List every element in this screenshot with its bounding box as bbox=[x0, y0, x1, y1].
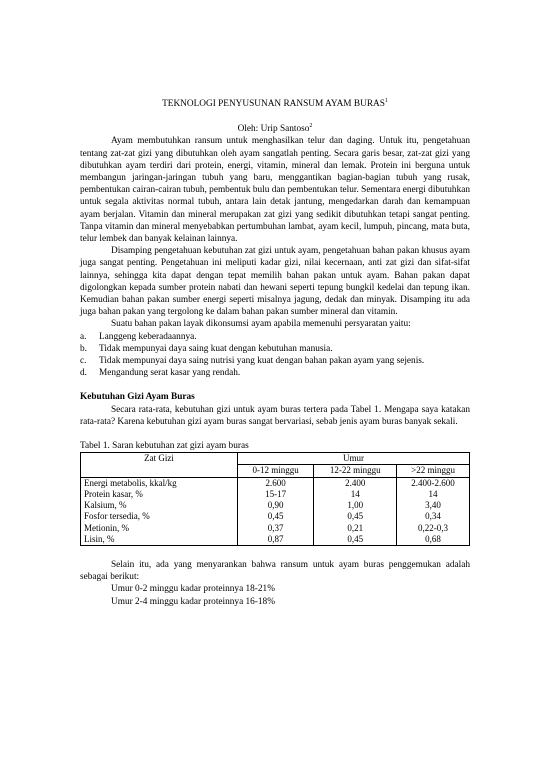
row-label: Kalsium, % bbox=[81, 500, 238, 511]
recommendation-line: Umur 0-2 minggu kadar proteinnya 18-21% bbox=[111, 584, 275, 595]
cell-value: 14 bbox=[397, 489, 470, 500]
list-item bbox=[80, 331, 470, 343]
header-age-col: 0-12 minggu bbox=[238, 465, 314, 477]
title-footnote-mark: 1 bbox=[384, 97, 388, 104]
table-row bbox=[81, 523, 470, 534]
author-text: Oleh: Urip Santoso bbox=[237, 124, 310, 135]
list-item-text: Tidak mempunyai daya saing nutrisi yang kuat dengan bahan pakan ayam yang sejenis. bbox=[99, 356, 425, 367]
cell-value: 1,00 bbox=[314, 500, 397, 511]
cell-value: 0,21 bbox=[314, 523, 397, 534]
table-row bbox=[81, 534, 470, 546]
list-marker: d. bbox=[80, 368, 87, 379]
list-marker: b. bbox=[80, 343, 87, 354]
cell-value: 0,87 bbox=[238, 534, 314, 546]
list-item bbox=[80, 355, 470, 367]
cell-value: 0,22-0,3 bbox=[397, 523, 470, 534]
section-heading: Kebutuhan Gizi Ayam Buras bbox=[80, 392, 195, 403]
list-item-text: Langgeng keberadaannya. bbox=[99, 331, 197, 342]
document-title bbox=[80, 98, 470, 110]
paragraph-feed-knowledge: Disamping pengetahuan kebutuhan zat gizi untuk ayam, pengetahuan bahan pakan khusus ayam juga sangat penting. Pengetahuan ini meliputi kadar gizi, nilai kecernaan, anti zat gizi dan sifat-sifat lainnya, sehingga kita dapat dengan tepat memilih bahan pakan untuk ayam. Bahan pakan dapat digolongkan kepada sumber protein nabati dan hewani seperti tepung bungkil kedelai dan tepung ikan. Kemudian bahan pakan sumber energi seperti misalnya jagung, dedak dan minyak. Disamping itu ada juga bahan pakan yang tergolong ke dalam bahan pakan sumber mineral dan vitamin. bbox=[80, 246, 470, 318]
cell-value: 0,37 bbox=[238, 523, 314, 534]
cell-value: 14 bbox=[314, 489, 397, 500]
row-label: Fosfor tersedia, % bbox=[81, 511, 238, 522]
cell-value: 2.400-2.600 bbox=[397, 477, 470, 489]
cell-value: 2.400 bbox=[314, 477, 397, 489]
table-caption: Tabel 1. Saran kebutuhan zat gizi ayam buras bbox=[80, 441, 249, 452]
cell-value: 15-17 bbox=[238, 489, 314, 500]
requirements-list bbox=[80, 331, 470, 380]
recommendation-line: Umur 2-4 minggu kadar proteinnya 16-18% bbox=[111, 596, 275, 607]
list-item bbox=[80, 367, 470, 379]
cell-value: 0,68 bbox=[397, 534, 470, 546]
cell-value: 0,45 bbox=[238, 511, 314, 522]
cell-value: 0,45 bbox=[314, 511, 397, 522]
table-row bbox=[81, 477, 470, 489]
header-age: Umur bbox=[238, 453, 470, 465]
header-nutrient: Zat Gizi bbox=[81, 453, 238, 477]
author-line bbox=[80, 123, 470, 135]
document-page bbox=[80, 98, 470, 608]
paragraph-fattening: Selain itu, ada yang menyarankan bahwa ransum untuk ayam buras penggemukan adalah sebagai berikut: bbox=[80, 559, 470, 583]
cell-value: 0,45 bbox=[314, 534, 397, 546]
list-item-text: Mengandung serat kasar yang rendah. bbox=[99, 368, 241, 379]
cell-value: 0,90 bbox=[238, 500, 314, 511]
cell-value: 0,34 bbox=[397, 511, 470, 522]
author-footnote-mark: 2 bbox=[309, 123, 313, 130]
list-marker: a. bbox=[80, 331, 87, 342]
list-item bbox=[80, 343, 470, 355]
title-text: TEKNOLOGI PENYUSUNAN RANSUM AYAM BURAS bbox=[162, 99, 385, 109]
table-row bbox=[81, 500, 470, 511]
header-age-col: 12-22 minggu bbox=[314, 465, 397, 477]
nutrient-table bbox=[80, 452, 470, 546]
cell-value: 3,40 bbox=[397, 500, 470, 511]
row-label: Protein kasar, % bbox=[81, 489, 238, 500]
list-marker: c. bbox=[80, 356, 87, 367]
paragraph-nutrition: Secara rata-rata, kebutuhan gizi untuk ayam buras tertera pada Tabel 1. Mengapa saya katakan rata-rata? Karena kebutuhan gizi ayam buras sangat bervariasi, sebab jenis ayam buras banyak sekali. bbox=[80, 404, 470, 427]
paragraph-intro: Ayam membutuhkan ransum untuk menghasilkan telur dan daging. Untuk itu, pengetahuan tentang zat-zat gizi yang dibutuhkan oleh ayam sangatlah penting. Secara garis besar, zat-zat gizi yang dibutuhkan ayam terdiri dari protein, energi, vitamin, mineral dan lemak. Protein ini berguna untuk membangun jaringan-jaringan tubuh yang baru, menggantikan bagian-bagian tubuh yang rusak, pembentukan cairan-cairan tubuh, pembentuk bulu dan pembentukan telur. Sementara energi dibutuhkan untuk segala aktivitas normal tubuh, antara lain detak jantung, mengedarkan darah dan kemampuan ayam berjalan. Vitamin dan mineral merupakan zat gizi yang sedikit dibutuhkan tetapi sangat penting. Tanpa vitamin dan mineral menyebabkan pertumbuhan lambat, ayam kecil, lumpuh, pincang, mata buta, telur lembek dan banyak kelainan lainnya. bbox=[80, 136, 470, 245]
list-item-text: Tidak mempunyai daya saing kuat dengan kebutuhan manusia. bbox=[99, 343, 333, 354]
header-age-col: >22 minggu bbox=[397, 465, 470, 477]
row-label: Energi metabolis, kkal/kg bbox=[81, 477, 238, 489]
paragraph-requirements-intro: Suatu bahan pakan layak dikonsumsi ayam apabila memenuhi persyaratan yaitu: bbox=[111, 319, 411, 330]
row-label: Metionin, % bbox=[81, 523, 238, 534]
row-label: Lisin, % bbox=[81, 534, 238, 546]
cell-value: 2.600 bbox=[238, 477, 314, 489]
table-row bbox=[81, 489, 470, 500]
table-row bbox=[81, 511, 470, 522]
